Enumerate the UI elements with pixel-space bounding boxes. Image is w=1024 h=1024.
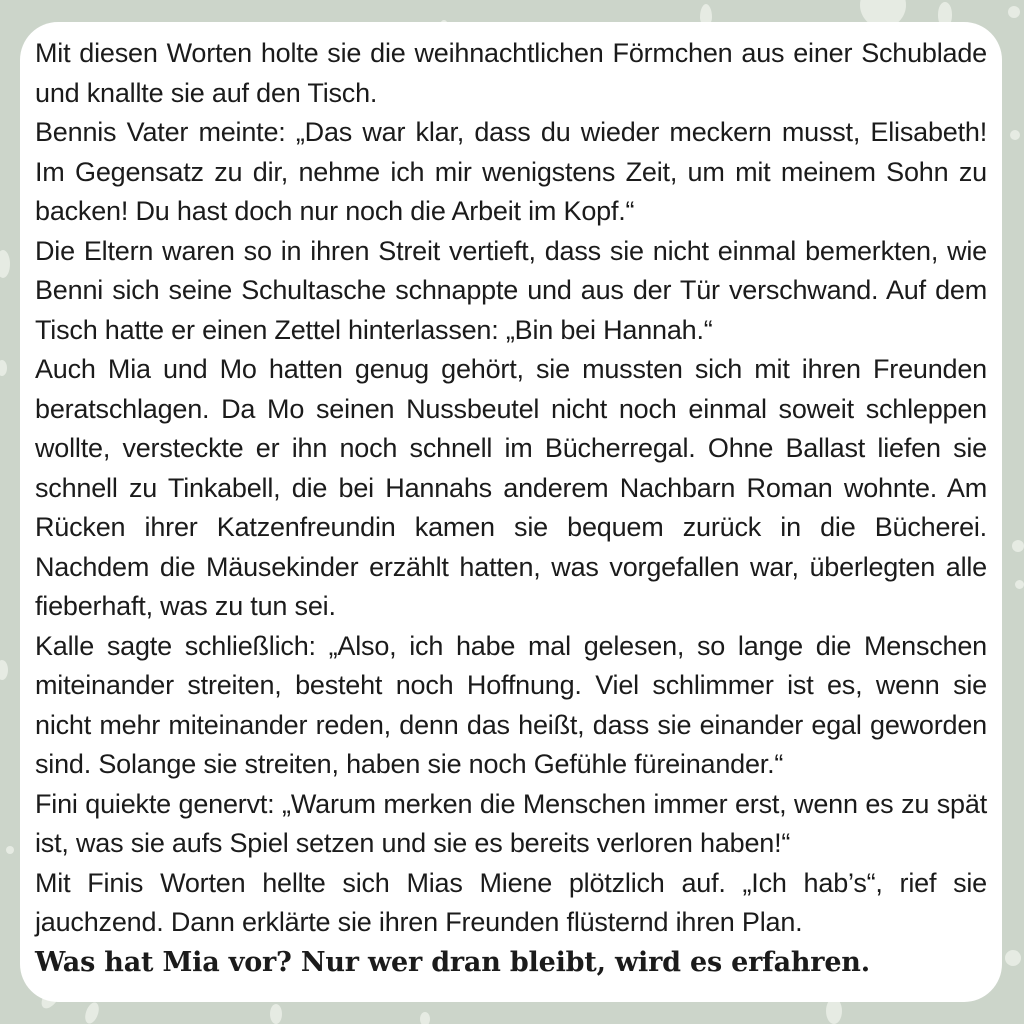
speckle-dot — [1010, 130, 1020, 140]
speckle-dot — [6, 846, 14, 854]
story-paragraph: Mit diesen Worten holte sie die weihnachtlichen Förmchen aus einer Schublade und knallte sie auf den Tisch. — [35, 38, 987, 108]
speckle-dot — [83, 1001, 102, 1024]
speckle-dot — [1005, 950, 1021, 966]
story-text-block — [35, 34, 987, 982]
speckle-dot — [270, 1004, 282, 1024]
story-paragraph: Bennis Vater meinte: „Das war klar, dass du wieder meckern musst, Elisabeth! Im Gegensatz zu dir, nehme ich mir wenigstens Zeit, um mit meinem Sohn zu backen! Du hast doch nur noch die Arbeit im Kopf.“ — [35, 117, 987, 226]
speckle-dot — [0, 250, 10, 278]
story-paragraph: Die Eltern waren so in ihren Streit vertieft, dass sie nicht einmal bemerkten, wie Benni sich seine Schultasche schnappte und aus der Tür verschwand. Auf dem Tisch hatte er einen Zettel hinterlassen: „Bin bei Hannah.“ — [35, 235, 987, 345]
speckle-dot — [1008, 6, 1020, 18]
speckle-dot — [420, 1012, 430, 1024]
closing-question: Was hat Mia vor? Nur wer dran bleibt, wird es erfahren. — [35, 946, 870, 978]
story-paragraph: Fini quiekte genervt: „Warum merken die Menschen immer erst, wenn es zu spät ist, was sie aufs Spiel setzen und sie es bereits verloren haben!“ — [35, 788, 987, 858]
speckle-dot — [0, 660, 8, 680]
story-paragraph: Kalle sagte schließlich: „Also, ich habe mal gelesen, so lange die Menschen miteinander streiten, besteht noch Hoffnung. Viel schlimmer ist es, wenn sie nicht mehr miteinander reden, denn das heißt, dass sie einander egal geworden sind. Solange sie streiten, haben sie noch Gefühle füreinander.“ — [35, 630, 987, 779]
speckle-dot — [1015, 580, 1024, 589]
story-paragraph: Auch Mia und Mo hatten genug gehört, sie mussten sich mit ihren Freunden beratschlagen. Da Mo seinen Nussbeutel nicht noch einmal soweit schleppen wollte, versteckte er ihn noch schnell im Bücherregal. Ohne Ballast liefen sie schnell zu Tinkabell, die bei Hannahs anderem Nachbarn Roman wohnte. Am Rücken ihrer Katzenfreundin kamen sie bequem zurück in die Bücherei. Nachdem die Mäusekinder erzählt hatten, was vorgefallen war, überlegten alle fieberhaft, was zu tun sei. — [35, 354, 987, 621]
story-paragraph: Mit Finis Worten hellte sich Mias Miene plötzlich auf. „Ich hab’s“, rief sie jauchzend. Dann erklärte sie ihren Freunden flüsternd ihren Plan. — [35, 867, 987, 937]
story-page — [20, 22, 1002, 1002]
speckle-dot — [0, 360, 7, 376]
speckle-dot — [1012, 540, 1024, 552]
